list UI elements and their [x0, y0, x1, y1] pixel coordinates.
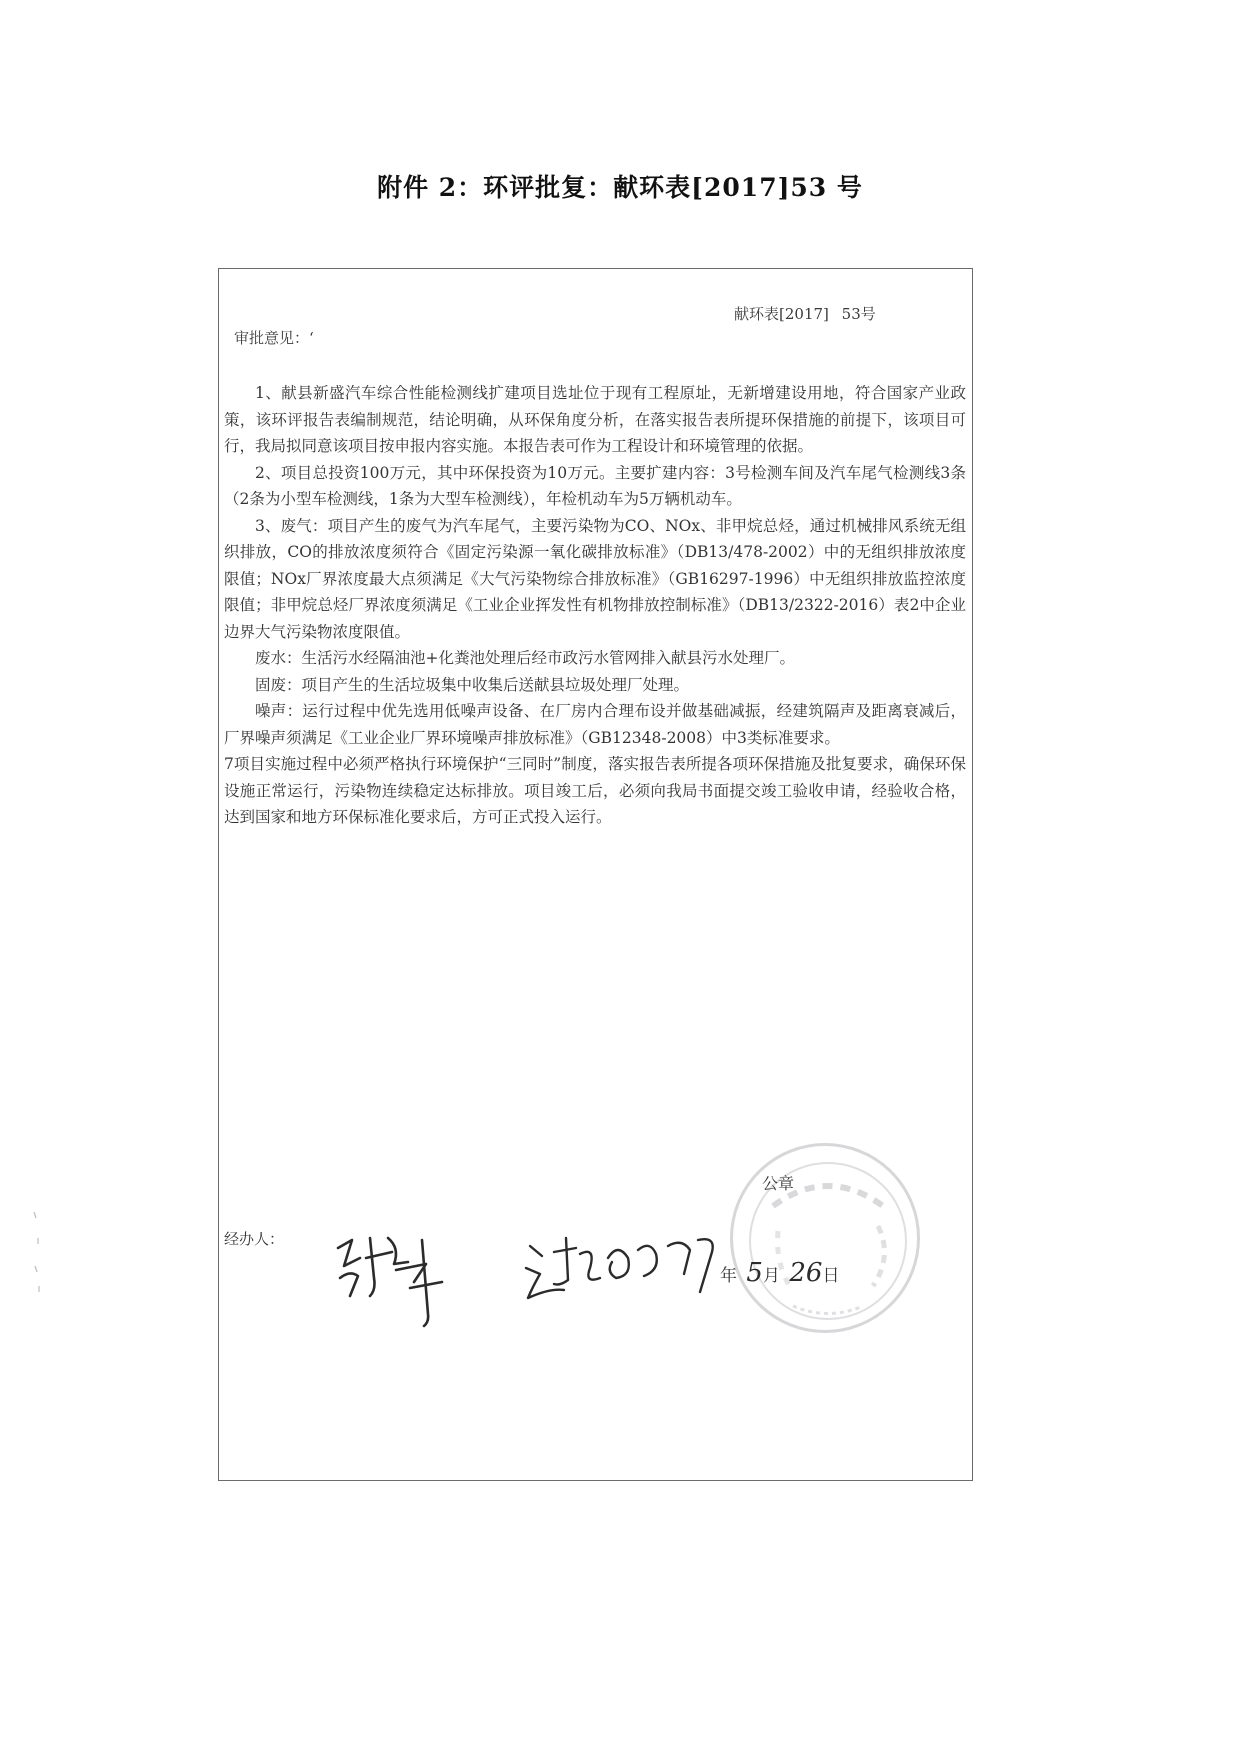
date-year-unit: 年 — [720, 1266, 739, 1286]
paragraph-1: 1、献县新盛汽车综合性能检测线扩建项目选址位于现有工程原址，无新增建设用地，符合国家产业政策，该环评报告表编制规范，结论明确，从环保角度分析，在落实报告表所提环保措施的前提下，该项目可行，我局拟同意该项目按申报内容实施。本报告表可作为工程设计和环境管理的依据。 — [224, 384, 966, 455]
paragraph-noise: 噪声：运行过程中优先选用低噪声设备、在厂房内合理布设并做基础减振，经建筑隔声及距离衰减后，厂界噪声须满足《工业企业厂界环境噪声排放标准》（GB12348-2008）中3类标准要求。 — [224, 702, 966, 747]
handler-label: 经办人： — [224, 1230, 285, 1248]
paragraph-waste-water: 废水：生活污水经隔油池+化粪池处理后经市政污水管网排入献县污水处理厂。 — [255, 649, 795, 667]
approval-date — [720, 1258, 841, 1288]
date-day: 26 — [789, 1258, 823, 1288]
handler-signature — [330, 1218, 460, 1328]
date-month-unit: 月 — [762, 1266, 782, 1286]
attachment-title: 附件 2：环评批复：献环表[2017]53 号 — [377, 173, 863, 202]
date-day-unit: 日 — [822, 1266, 842, 1286]
approver-signature — [520, 1228, 730, 1308]
scan-artifact-marks — [28, 1208, 48, 1298]
official-seal — [730, 1143, 920, 1333]
paragraph-2: 2、项目总投资100万元，其中环保投资为10万元。主要扩建内容：3号检测车间及汽车尾气检测线3条（2条为小型车检测线，1条为大型车检测线），年检机动车为5万辆机动车。 — [224, 463, 966, 508]
paragraph-solid-waste: 固废：项目产生的生活垃圾集中收集后送献县垃圾处理厂处理。 — [255, 675, 690, 694]
paragraph-7-three-simultaneous: 7项目实施过程中必须严格执行环境保护“三同时”制度，落实报告表所提各项环保措施及批复要求，确保环保设施正常运行，污染物连续稳定达标排放。项目竣工后，必须向我局书面提交竣工验收申请，经验收合格，达到国家和地方环保标准化要求后，方可正式投入运行。 — [224, 755, 966, 826]
approval-opinion-label: 审批意见：‘ — [234, 329, 314, 347]
seal-label: 公章 — [762, 1174, 795, 1193]
document-number: 献环表[2017] 53号 — [734, 305, 876, 323]
paragraph-3-waste-gas: 3、废气：项目产生的废气为汽车尾气，主要污染物为CO、NOx、非甲烷总烃，通过机械排风系统无组织排放，CO的排放浓度须符合《固定污染源一氧化碳排放标准》（DB13/478-2002）中的无组织排放浓度限值；NOx厂界浓度最大点须满足《大气污染物综合排放标准》（GB16297-1996）中无组织排放监控浓度限值；非甲烷总烃厂界浓度须满足《工业企业挥发性有机物排放控制标准》（DB13/2322-2016）表2中企业边界大气污染物浓度限值。 — [224, 516, 966, 641]
date-month: 5 — [746, 1258, 763, 1288]
approval-body — [224, 380, 966, 831]
